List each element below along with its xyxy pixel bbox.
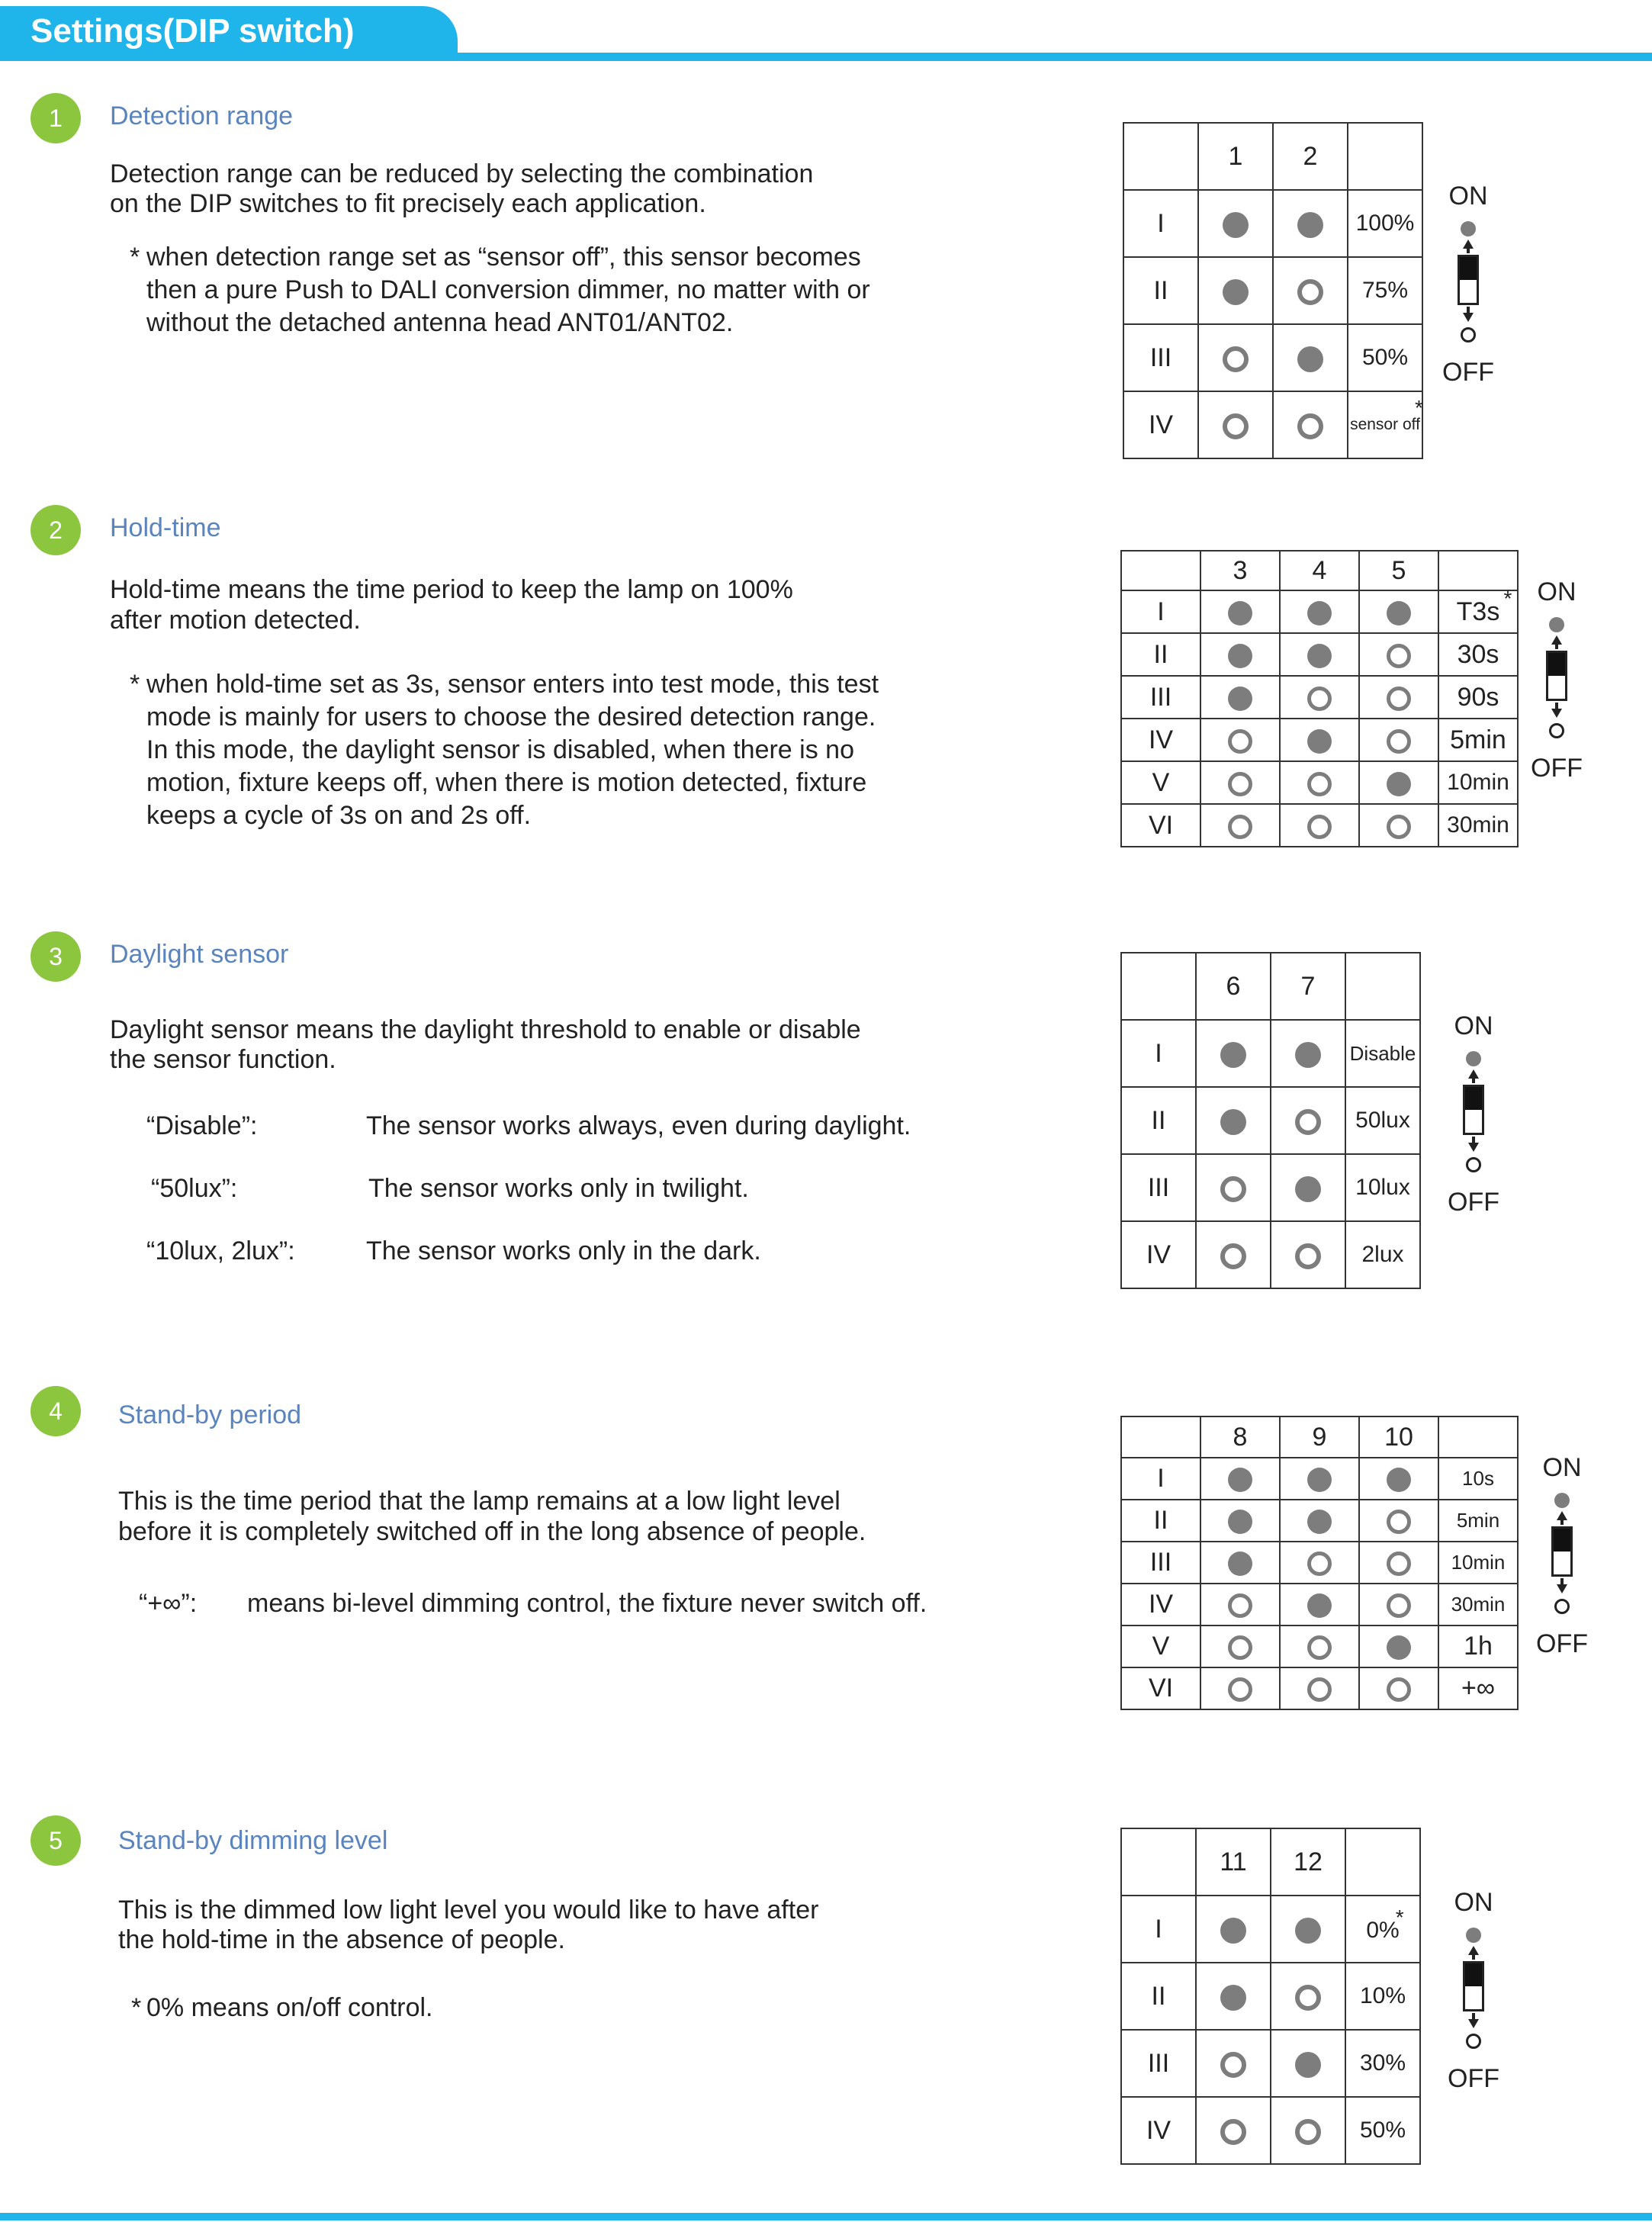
section-number-badge: 1	[31, 93, 81, 143]
option-key: “+∞”:	[139, 1589, 198, 1618]
table-row	[1123, 324, 1422, 391]
setting-value: 10min	[1438, 761, 1518, 804]
on-dot	[1549, 617, 1564, 632]
section-title: Daylight sensor	[110, 940, 289, 969]
note-line: when hold-time set as 3s, sensor enters into test mode, this test	[146, 670, 879, 699]
setting-value: T3s	[1456, 596, 1500, 626]
setting-label: VI	[1121, 1667, 1200, 1709]
switch-on-dot	[1295, 2052, 1321, 2078]
switch-off-dot	[1387, 644, 1411, 668]
switch-off-dot	[1228, 729, 1252, 754]
dip-switch-icon	[1515, 577, 1599, 783]
switch-off-dot	[1220, 1243, 1246, 1269]
note-asterisk: *	[131, 1993, 142, 2022]
arrow-down-icon	[1551, 709, 1562, 718]
switch-on-dot	[1228, 601, 1252, 625]
switch-off-dot	[1223, 413, 1249, 439]
off-label: OFF	[1531, 754, 1583, 783]
setting-label: II	[1121, 1963, 1196, 2030]
section-description-line: the sensor function.	[110, 1045, 336, 1074]
switch-off-dot	[1295, 2119, 1321, 2145]
option-key: “10lux, 2lux”:	[146, 1236, 295, 1265]
table-header-row	[1121, 953, 1420, 1020]
setting-label: III	[1121, 676, 1200, 719]
setting-value: 90s	[1438, 676, 1518, 719]
on-label: ON	[1448, 182, 1488, 211]
option-key: “50lux”:	[151, 1174, 238, 1203]
switch-off-dot	[1387, 1593, 1411, 1618]
setting-value: 50%	[1348, 324, 1422, 391]
section-description-line: after motion detected.	[110, 606, 361, 635]
table-row	[1121, 1896, 1420, 1963]
asterisk-mark: *	[1503, 586, 1512, 610]
on-label: ON	[1454, 1888, 1493, 1917]
switch-on-dot	[1220, 1985, 1246, 2011]
setting-label: III	[1121, 1542, 1200, 1584]
section-description-line: Daylight sensor means the daylight threshold to enable or disable	[110, 1015, 861, 1044]
switch-off-dot	[1228, 1677, 1252, 1702]
switch-on-dot	[1387, 772, 1411, 796]
section-description-line: This is the dimmed low light level you would like to have after	[118, 1896, 819, 1925]
switch-on-dot	[1295, 1918, 1321, 1944]
section-note	[130, 668, 1062, 832]
switch-on-dot	[1295, 1042, 1321, 1068]
arrow-down-icon	[1468, 2019, 1479, 2028]
switch-on-dot	[1220, 1042, 1246, 1068]
switch-off-dot	[1297, 413, 1323, 439]
footer-rule	[0, 2213, 1652, 2220]
option-text: The sensor works only in twilight.	[368, 1174, 749, 1203]
switch-off-dot	[1307, 815, 1332, 839]
switch-on-dot	[1387, 1468, 1411, 1492]
dip-switch-table	[1120, 550, 1519, 847]
off-dot	[1466, 2034, 1481, 2049]
dip-switch-icon	[1520, 1453, 1604, 1659]
switch-slider-icon	[1458, 255, 1479, 305]
switch-on-dot	[1220, 1109, 1246, 1135]
switch-off-dot	[1297, 279, 1323, 305]
switch-on-dot	[1297, 346, 1323, 372]
dip-switch-icon	[1426, 182, 1510, 387]
off-label: OFF	[1442, 358, 1494, 387]
section-title: Stand-by period	[118, 1400, 302, 1429]
section-number-badge: 4	[31, 1386, 81, 1436]
section-description-line: on the DIP switches to fit precisely each application.	[110, 189, 706, 218]
table-row	[1121, 1667, 1518, 1709]
setting-value-cell	[1345, 1896, 1420, 1963]
switch-off-dot	[1307, 1552, 1332, 1576]
note-line: when detection range set as “sensor off”, this sensor becomes	[146, 243, 861, 272]
switch-on-dot	[1223, 212, 1249, 238]
switch-on-dot	[1307, 1468, 1332, 1492]
section-title: Stand-by dimming level	[118, 1826, 388, 1855]
table-row	[1123, 391, 1422, 458]
switch-number: 11	[1196, 1828, 1271, 1896]
switch-number: 3	[1200, 551, 1280, 590]
switch-on-dot	[1307, 644, 1332, 668]
switch-number: 8	[1200, 1416, 1280, 1458]
setting-label: II	[1121, 1087, 1196, 1154]
table-row	[1121, 1584, 1518, 1626]
section-description-line: This is the time period that the lamp remains at a low light level	[118, 1487, 840, 1516]
option-text: means bi-level dimming control, the fixture never switch off.	[247, 1589, 927, 1618]
switch-on-dot	[1228, 644, 1252, 668]
switch-off-dot	[1228, 1635, 1252, 1660]
switch-on-dot	[1297, 212, 1323, 238]
switch-off-dot	[1307, 1635, 1332, 1660]
setting-value: 50lux	[1345, 1087, 1420, 1154]
asterisk-mark: *	[130, 670, 140, 699]
table-row	[1123, 257, 1422, 324]
asterisk-mark: *	[1395, 1905, 1404, 1929]
table-row	[1121, 1626, 1518, 1667]
setting-label: V	[1121, 761, 1200, 804]
table-corner-cell	[1121, 953, 1196, 1020]
setting-label: III	[1121, 1154, 1196, 1221]
switch-number: 4	[1280, 551, 1359, 590]
on-label: ON	[1454, 1011, 1493, 1040]
setting-value-cell	[1348, 391, 1422, 458]
switch-on-dot	[1307, 729, 1332, 754]
section-description-line: before it is completely switched off in the long absence of people.	[118, 1517, 866, 1546]
switch-off-dot	[1307, 1677, 1332, 1702]
asterisk-mark: *	[1415, 396, 1423, 420]
dip-switch-table	[1120, 952, 1421, 1289]
on-label: ON	[1537, 577, 1576, 606]
section-number-badge: 2	[31, 505, 81, 555]
table-row	[1121, 1020, 1420, 1087]
switch-off-dot	[1295, 1985, 1321, 2011]
table-row	[1121, 2030, 1420, 2097]
setting-label: IV	[1121, 1221, 1196, 1288]
table-corner-cell	[1121, 1416, 1200, 1458]
setting-value: Disable	[1345, 1020, 1420, 1087]
switch-number: 2	[1273, 123, 1348, 190]
switch-slider-icon	[1463, 1961, 1484, 2011]
switch-number: 9	[1280, 1416, 1359, 1458]
switch-on-dot	[1387, 1635, 1411, 1660]
switch-number: 12	[1271, 1828, 1345, 1896]
table-row	[1121, 719, 1518, 761]
setting-value: sensor off	[1350, 416, 1420, 433]
section-note: 0% means on/off control.	[146, 1993, 433, 2022]
switch-number: 7	[1271, 953, 1345, 1020]
dip-switch-table	[1120, 1828, 1421, 2165]
switch-number: 6	[1196, 953, 1271, 1020]
table-row	[1121, 1458, 1518, 1500]
switch-off-dot	[1220, 2119, 1246, 2145]
section-description-line: the hold-time in the absence of people.	[118, 1925, 565, 1954]
setting-value: 10s	[1438, 1458, 1518, 1500]
setting-value: 0%	[1366, 1917, 1400, 1943]
dip-switch-table	[1120, 1416, 1519, 1710]
note-line: keeps a cycle of 3s on and 2s off.	[146, 801, 532, 830]
setting-value: 30min	[1438, 804, 1518, 847]
switch-off-dot	[1228, 772, 1252, 796]
note-line: motion, fixture keeps off, when there is motion detected, fixture	[146, 768, 867, 797]
setting-label: I	[1121, 1458, 1200, 1500]
table-row	[1121, 590, 1518, 633]
setting-label: I	[1121, 590, 1200, 633]
setting-label: II	[1123, 257, 1198, 324]
arrow-down-icon	[1468, 1143, 1479, 1152]
option-text: The sensor works only in the dark.	[366, 1236, 761, 1265]
on-dot	[1466, 1928, 1481, 1943]
table-row	[1121, 2097, 1420, 2164]
setting-value: 75%	[1348, 257, 1422, 324]
on-label: ON	[1542, 1453, 1582, 1482]
setting-value: +∞	[1438, 1667, 1518, 1709]
switch-on-dot	[1295, 1176, 1321, 1202]
switch-off-dot	[1387, 1677, 1411, 1702]
dip-switch-table	[1123, 122, 1423, 459]
switch-off-dot	[1220, 2052, 1246, 2078]
switch-slider-icon	[1546, 651, 1567, 701]
section-number-badge: 5	[31, 1815, 81, 1866]
table-row	[1121, 761, 1518, 804]
switch-off-dot	[1387, 687, 1411, 711]
switch-off-dot	[1387, 1552, 1411, 1576]
setting-label: I	[1121, 1896, 1196, 1963]
setting-value: 5min	[1438, 719, 1518, 761]
asterisk-mark: *	[130, 243, 140, 272]
note-line: without the detached antenna head ANT01/ANT02.	[146, 308, 734, 337]
switch-off-dot	[1307, 687, 1332, 711]
section-title: Hold-time	[110, 513, 221, 542]
table-row	[1121, 1154, 1420, 1221]
switch-on-dot	[1387, 601, 1411, 625]
setting-label: I	[1123, 190, 1198, 257]
arrow-down-icon	[1557, 1584, 1567, 1593]
setting-value: 30min	[1438, 1584, 1518, 1626]
table-header-value-cell	[1348, 123, 1422, 190]
table-header-row	[1121, 551, 1518, 590]
dip-switch-icon	[1432, 1888, 1515, 2094]
switch-number: 10	[1359, 1416, 1438, 1458]
table-corner-cell	[1121, 551, 1200, 590]
setting-value: 30s	[1438, 633, 1518, 676]
off-dot	[1461, 327, 1476, 342]
setting-value: 100%	[1348, 190, 1422, 257]
section-number-badge: 3	[31, 931, 81, 982]
table-header-value-cell	[1345, 953, 1420, 1020]
off-dot	[1549, 723, 1564, 738]
on-dot	[1461, 221, 1476, 236]
section-title: Detection range	[110, 101, 294, 130]
table-corner-cell	[1123, 123, 1198, 190]
switch-off-dot	[1387, 815, 1411, 839]
switch-on-dot	[1228, 1510, 1252, 1534]
setting-label: III	[1123, 324, 1198, 391]
option-text: The sensor works always, even during daylight.	[366, 1111, 911, 1140]
table-row	[1121, 1221, 1420, 1288]
setting-value: 10min	[1438, 1542, 1518, 1584]
page-title: Settings(DIP switch)	[31, 12, 355, 50]
switch-off-dot	[1228, 1593, 1252, 1618]
setting-value: 30%	[1345, 2030, 1420, 2097]
setting-value: 50%	[1345, 2097, 1420, 2164]
switch-on-dot	[1220, 1918, 1246, 1944]
table-header-row	[1123, 123, 1422, 190]
table-row	[1121, 633, 1518, 676]
setting-label: VI	[1121, 804, 1200, 847]
table-row	[1121, 1963, 1420, 2030]
switch-off-dot	[1295, 1243, 1321, 1269]
setting-value: 2lux	[1345, 1221, 1420, 1288]
off-dot	[1554, 1599, 1570, 1614]
table-header-value-cell	[1345, 1828, 1420, 1896]
setting-label: II	[1121, 1500, 1200, 1542]
switch-off-dot	[1220, 1176, 1246, 1202]
switch-on-dot	[1228, 1552, 1252, 1576]
table-row	[1121, 676, 1518, 719]
setting-value: 10lux	[1345, 1154, 1420, 1221]
off-label: OFF	[1448, 2064, 1499, 2093]
table-row	[1121, 1500, 1518, 1542]
switch-off-dot	[1295, 1109, 1321, 1135]
section-note	[130, 241, 1062, 339]
setting-value: 10%	[1345, 1963, 1420, 2030]
table-row	[1121, 804, 1518, 847]
dip-switch-icon	[1432, 1011, 1515, 1217]
switch-number: 5	[1359, 551, 1438, 590]
switch-on-dot	[1307, 1593, 1332, 1618]
setting-label: IV	[1123, 391, 1198, 458]
switch-off-dot	[1228, 815, 1252, 839]
option-key: “Disable”:	[146, 1111, 258, 1140]
switch-off-dot	[1387, 729, 1411, 754]
table-header-value-cell	[1438, 1416, 1518, 1458]
table-header-value-cell	[1438, 551, 1518, 590]
setting-value-cell	[1438, 586, 1518, 633]
switch-on-dot	[1307, 1510, 1332, 1534]
switch-slider-icon	[1463, 1085, 1484, 1135]
setting-label: IV	[1121, 719, 1200, 761]
note-line: mode is mainly for users to choose the desired detection range.	[146, 703, 876, 732]
switch-off-dot	[1387, 1510, 1411, 1534]
note-line: then a pure Push to DALI conversion dimmer, no matter with or	[146, 275, 870, 304]
setting-label: III	[1121, 2030, 1196, 2097]
setting-label: II	[1121, 633, 1200, 676]
switch-on-dot	[1228, 1468, 1252, 1492]
section-description-line: Detection range can be reduced by selecting the combination	[110, 159, 814, 188]
setting-label: V	[1121, 1626, 1200, 1667]
table-row	[1123, 190, 1422, 257]
on-dot	[1466, 1051, 1481, 1066]
setting-label: I	[1121, 1020, 1196, 1087]
switch-number: 1	[1198, 123, 1273, 190]
switch-on-dot	[1307, 601, 1332, 625]
table-row	[1121, 1542, 1518, 1584]
arrow-down-icon	[1463, 313, 1474, 322]
setting-value: 5min	[1438, 1500, 1518, 1542]
switch-off-dot	[1223, 346, 1249, 372]
table-header-row	[1121, 1416, 1518, 1458]
section-description-line: Hold-time means the time period to keep the lamp on 100%	[110, 575, 793, 604]
on-dot	[1554, 1493, 1570, 1508]
note-line: In this mode, the daylight sensor is disabled, when there is no	[146, 735, 854, 764]
off-dot	[1466, 1157, 1481, 1172]
switch-slider-icon	[1551, 1526, 1573, 1577]
table-header-row	[1121, 1828, 1420, 1896]
off-label: OFF	[1536, 1629, 1588, 1658]
setting-value: 1h	[1438, 1626, 1518, 1667]
table-row	[1121, 1087, 1420, 1154]
setting-label: IV	[1121, 2097, 1196, 2164]
off-label: OFF	[1448, 1188, 1499, 1217]
table-corner-cell	[1121, 1828, 1196, 1896]
switch-on-dot	[1223, 279, 1249, 305]
switch-on-dot	[1228, 687, 1252, 711]
setting-label: IV	[1121, 1584, 1200, 1626]
switch-off-dot	[1307, 772, 1332, 796]
